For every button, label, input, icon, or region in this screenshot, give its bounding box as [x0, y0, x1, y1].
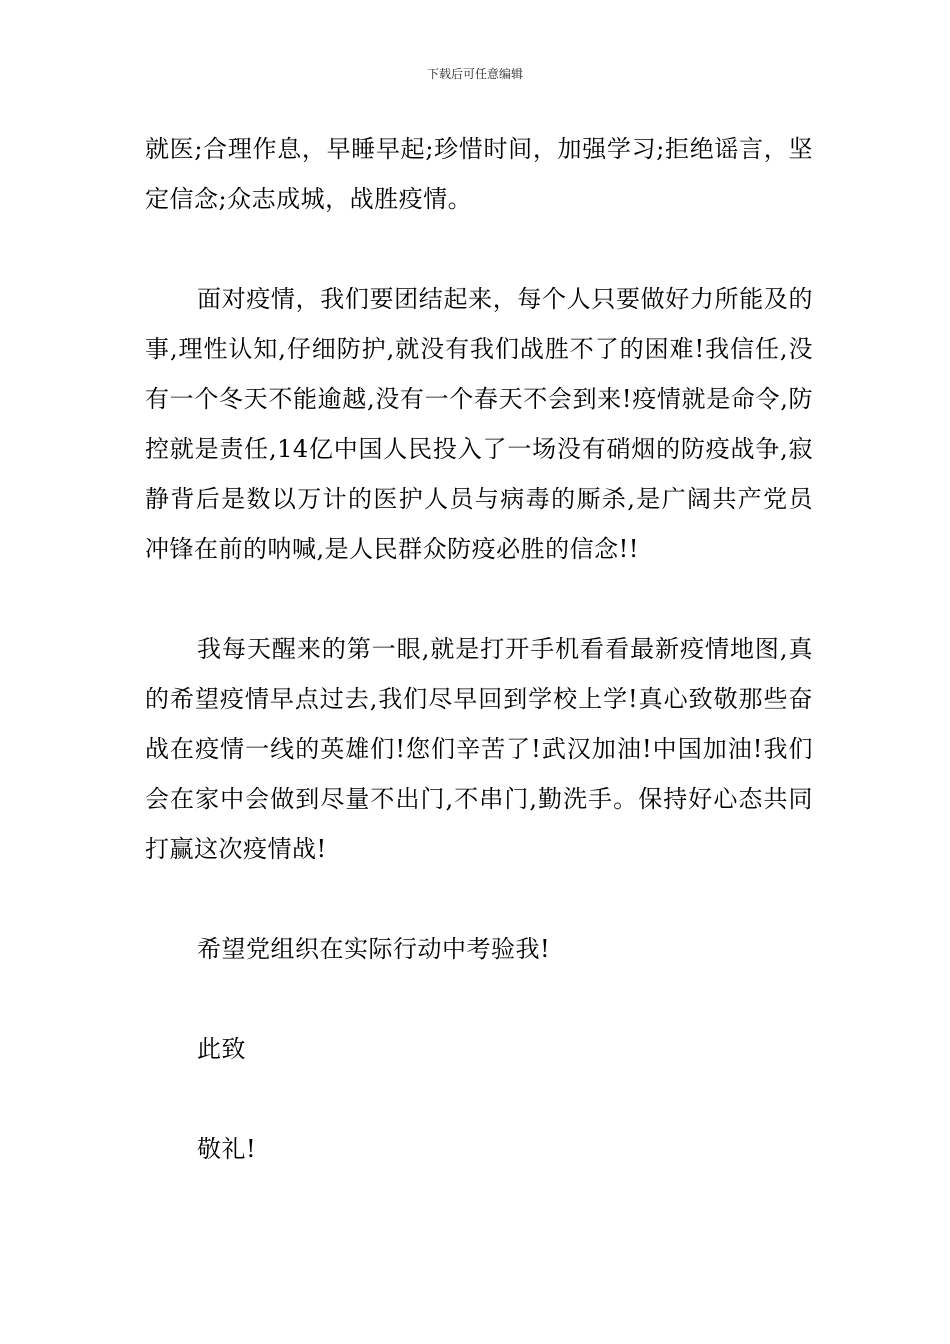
closing-jingli: 敬礼! [197, 1135, 257, 1163]
paragraph-gap [145, 224, 813, 274]
paragraph-gap [145, 974, 813, 1024]
closing-cizhi: 此致 [197, 1035, 246, 1063]
paragraph-gap [145, 874, 813, 924]
paragraph-gap [145, 574, 813, 624]
paragraph-hope: 希望党组织在实际行动中考验我! [197, 935, 551, 963]
page-header: 下载后可任意编辑 [426, 67, 523, 81]
paragraph-gap [145, 1074, 813, 1124]
document-body [145, 124, 813, 1174]
paragraph-daily: 我每天醒来的第一眼,就是打开手机看看最新疫情地图,真的希望疫情早点过去,我们尽早回到学校上学!真心致敬那些奋战在疫情一线的英雄们!您们辛苦了!武汉加油!中国加油!我们会在家中会做到尽量不出门,不串门,勤洗手。保持好心态共同打赢这次疫情战! [145, 635, 813, 863]
paragraph-unity: 面对疫情，我们要团结起来，每个人只要做好力所能及的事,理性认知,仔细防护,就没有我们战胜不了的困难!我信任,没有一个冬天不能逾越,没有一个春天不会到来!疫情就是命令,防控就是责任,14亿中国人民投入了一场没有硝烟的防疫战争,寂静背后是数以万计的医护人员与病毒的厮杀,是广阔共产党员冲锋在前的呐喊,是人民群众防疫必胜的信念!! [145, 285, 813, 563]
paragraph-continuation: 就医;合理作息，早睡早起;珍惜时间，加强学习;拒绝谣言，坚定信念;众志成城，战胜疫情。 [145, 135, 813, 213]
